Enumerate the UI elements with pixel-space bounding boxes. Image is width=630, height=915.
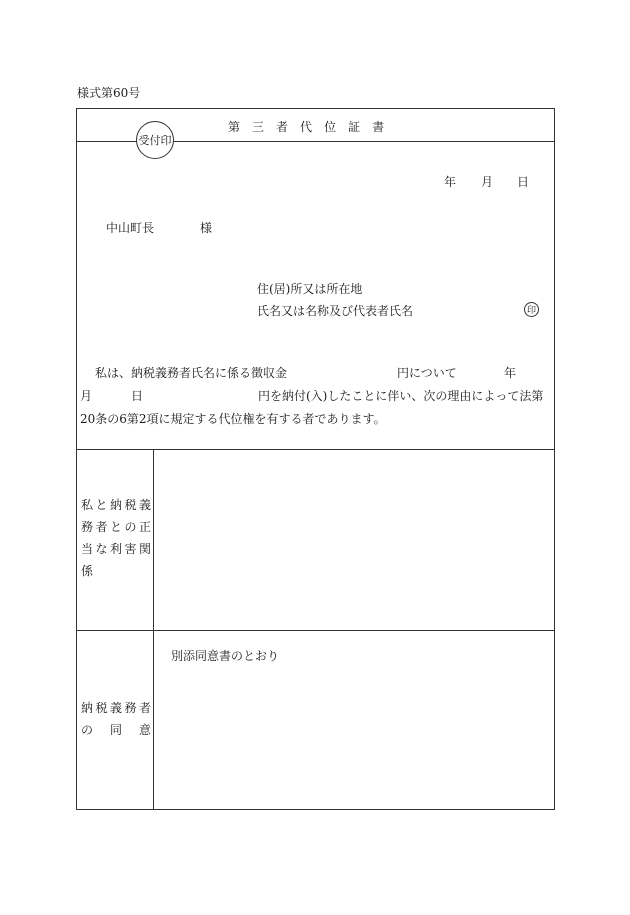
reception-stamp-label: 受付印	[138, 134, 172, 147]
interest-label-line	[81, 494, 151, 516]
date-month: 月	[481, 175, 494, 189]
label-char: 私	[81, 498, 94, 512]
body-line3: 20条の6第2項に規定する代位権を有する者であります。	[80, 412, 386, 426]
interest-label-line	[81, 516, 151, 538]
interest-label	[81, 494, 151, 582]
label-char: 納	[109, 498, 122, 512]
label-char: 納	[81, 701, 94, 715]
form-number: 様式第60号	[77, 86, 141, 100]
document-title	[228, 118, 384, 135]
title-char: 三	[252, 120, 265, 134]
body-line2-month: 月	[80, 389, 93, 403]
label-char: 義	[138, 498, 151, 512]
body-line1-yen: 円について	[397, 366, 457, 380]
address-label: 住(居)所又は所在地	[257, 282, 363, 296]
section-divider-1	[76, 449, 555, 450]
seal-char: 印	[526, 306, 536, 316]
label-char: 関	[138, 542, 151, 556]
label-char: 害	[124, 542, 137, 556]
body-line2-day: 日	[131, 389, 144, 403]
label-char: 務	[81, 520, 94, 534]
date-day: 日	[517, 175, 530, 189]
label-char: 係	[81, 564, 94, 578]
reception-stamp-circle	[136, 121, 174, 159]
title-char: 第	[228, 120, 241, 134]
label-char: の	[124, 520, 137, 534]
body-line1-start: 私は、納税義務者氏名に係る徴収金	[95, 366, 288, 380]
consent-label	[81, 697, 151, 741]
addressee-honorific: 様	[200, 221, 213, 235]
addressee-name: 中山町長	[106, 221, 155, 235]
interest-label-line	[81, 538, 151, 560]
date-year: 年	[444, 175, 457, 189]
consent-content: 別添同意書のとおり	[171, 649, 280, 663]
interest-label-line	[81, 560, 151, 582]
title-char: 者	[276, 120, 289, 134]
consent-label-line	[81, 719, 151, 741]
title-char: 書	[372, 120, 385, 134]
label-char: 正	[138, 520, 151, 534]
label-char: 者	[138, 701, 151, 715]
label-char: 同	[109, 723, 122, 737]
label-column-divider	[153, 449, 154, 810]
section-divider-2	[76, 630, 555, 631]
label-char: 当	[81, 542, 94, 556]
label-char: 務	[124, 701, 137, 715]
body-line1-year: 年	[504, 366, 517, 380]
label-char: 者	[95, 520, 108, 534]
seal-mark	[524, 302, 539, 317]
label-char: と	[109, 520, 122, 534]
consent-label-line	[81, 697, 151, 719]
name-label: 氏名又は名称及び代表者氏名	[257, 304, 414, 318]
label-char: 義	[109, 701, 122, 715]
label-char: 意	[138, 723, 151, 737]
title-char: 代	[300, 120, 313, 134]
label-char: の	[81, 723, 94, 737]
title-char: 位	[324, 120, 337, 134]
label-char: 利	[109, 542, 122, 556]
label-char: と	[95, 498, 108, 512]
label-char: な	[95, 542, 108, 556]
body-line2-text: 円を納付(入)したことに伴い、次の理由によって法第	[258, 389, 544, 403]
label-char: 税	[124, 498, 137, 512]
label-char: 税	[95, 701, 108, 715]
title-char: 証	[348, 120, 361, 134]
